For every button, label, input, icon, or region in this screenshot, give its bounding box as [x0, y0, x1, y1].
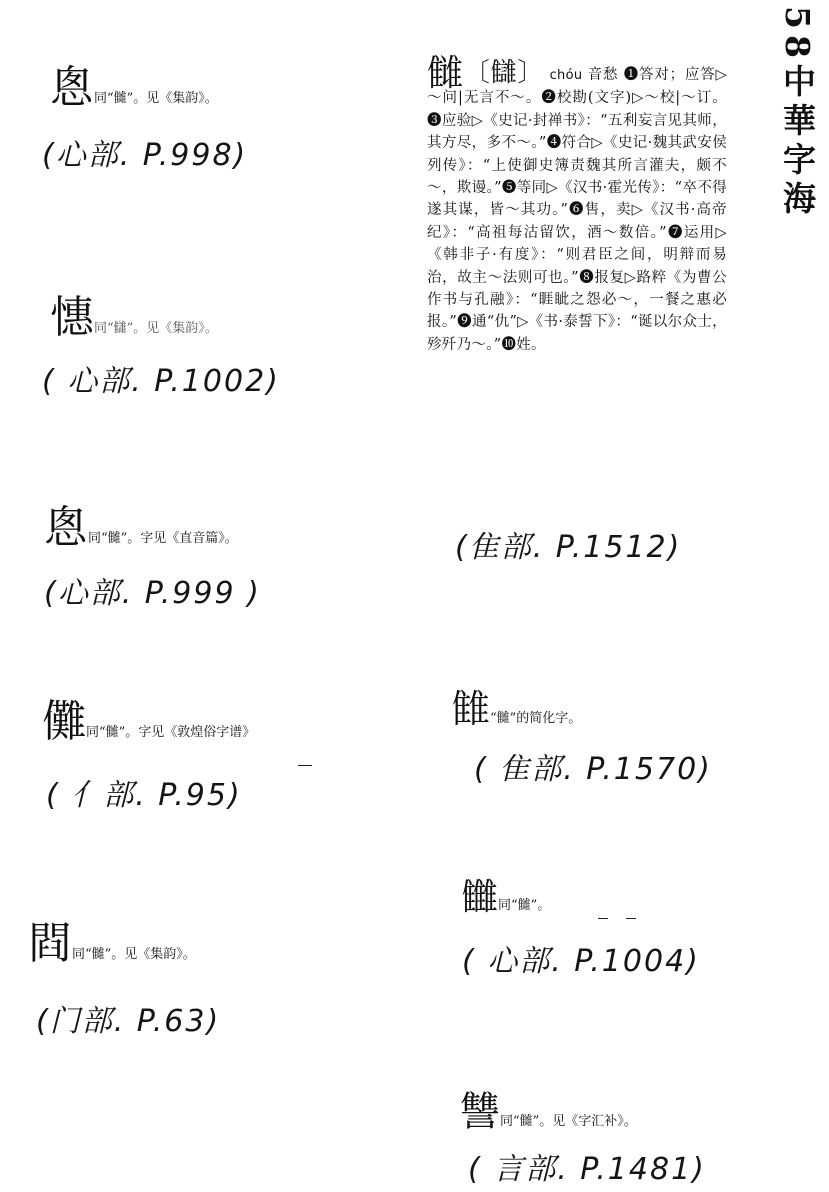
entry-8-ref: ( 言部. P.1481) [468, 1152, 706, 1187]
entry-4-char: 儺 [42, 696, 86, 747]
page-title [778, 6, 821, 220]
divider-mark [626, 918, 636, 919]
entry-3 [44, 502, 238, 553]
book-title: 中華字海 [778, 63, 817, 220]
entry-7 [462, 877, 551, 918]
entry-6-char: 雔 [452, 687, 491, 731]
entry-1-char: 悤 [50, 62, 94, 113]
entry-5-ref: (门部. P.63) [36, 1004, 221, 1039]
entry-5-def: 同“雠”。见《集韵》。 [72, 947, 196, 962]
entry-2-def: 同“讎”。见《集韵》。 [94, 321, 218, 336]
entry-8-char: 讐 [460, 1089, 500, 1135]
entry-1-ref: (心部. P.998) [42, 138, 248, 173]
entry-1-def: 同“雠”。见《集韵》。 [94, 91, 218, 106]
divider-mark [298, 765, 312, 766]
entry-6-def: “雠”的简化字。 [490, 711, 582, 726]
entry-7-def: 同“雠”。 [498, 898, 551, 913]
entry-6 [452, 687, 582, 731]
page-number: 58 [778, 6, 817, 64]
entry-3-ref: (心部. P.999 ) [44, 576, 261, 611]
entry-7-char: 雦 [462, 877, 499, 918]
entry-4-def: 同“雠”。字见《敦煌俗字谱》 [86, 725, 256, 740]
main-entry-reading: 音愁 [587, 67, 619, 83]
entry-1 [50, 62, 218, 113]
entry-5-char: 閰 [28, 918, 72, 969]
main-entry-variant: 〔讎〕 [463, 58, 545, 88]
entry-2-ref: ( 心部. P.1002) [42, 364, 280, 399]
entry-4-ref: ( 亻部. P.95) [46, 778, 242, 813]
main-entry-pinyin: chóu [549, 68, 583, 83]
entry-3-char: 悤 [44, 502, 88, 553]
main-entry-head: 雠 [427, 53, 464, 94]
entry-2-char: 憓 [50, 292, 94, 343]
entry-6-ref: ( 隹部. P.1570) [474, 752, 712, 787]
entry-3-def: 同“雠”。字见《直音篇》。 [88, 531, 238, 546]
entry-7-ref: ( 心部. P.1004) [462, 944, 700, 979]
entry-8-def: 同“雠”。见《字汇补》。 [500, 1114, 637, 1129]
entry-5 [28, 918, 196, 969]
entry-2 [50, 292, 218, 343]
entry-4 [28, 696, 318, 747]
divider-mark [598, 918, 608, 919]
main-entry-definition: ❶答对；应答▷～问|无言不～。❷校勘(文字)▷～校|～订。❸应验▷《史记·封禅书》：“五利妄言见其师，其方尽，多不～。”❹符合▷《史记·魏其武安侯列传》：“上使御史簿责魏其所言灌夫，颇不～，欺谩。”❺等同▷《汉书·霍光传》：“卒不得遂其谋，皆～其功。”❻售，卖▷《汉书·高帝纪》：“高祖每沽留饮，酒～数倍。”❼运用▷《韩非子·有度》：“则君臣之间，明辩而易治，故主～法则可也。”❽报复▷路粹《为曹公作书与孔融》：“睚眦之怨必～，一餐之惠必报。”❾通“仇”▷《书·泰誓下》：“诞以尔众士，殄歼乃～。”❿姓。 [427, 67, 727, 353]
entry-8 [460, 1089, 637, 1135]
main-entry-ref: (隹部. P.1512) [455, 530, 682, 565]
main-entry [427, 53, 727, 356]
